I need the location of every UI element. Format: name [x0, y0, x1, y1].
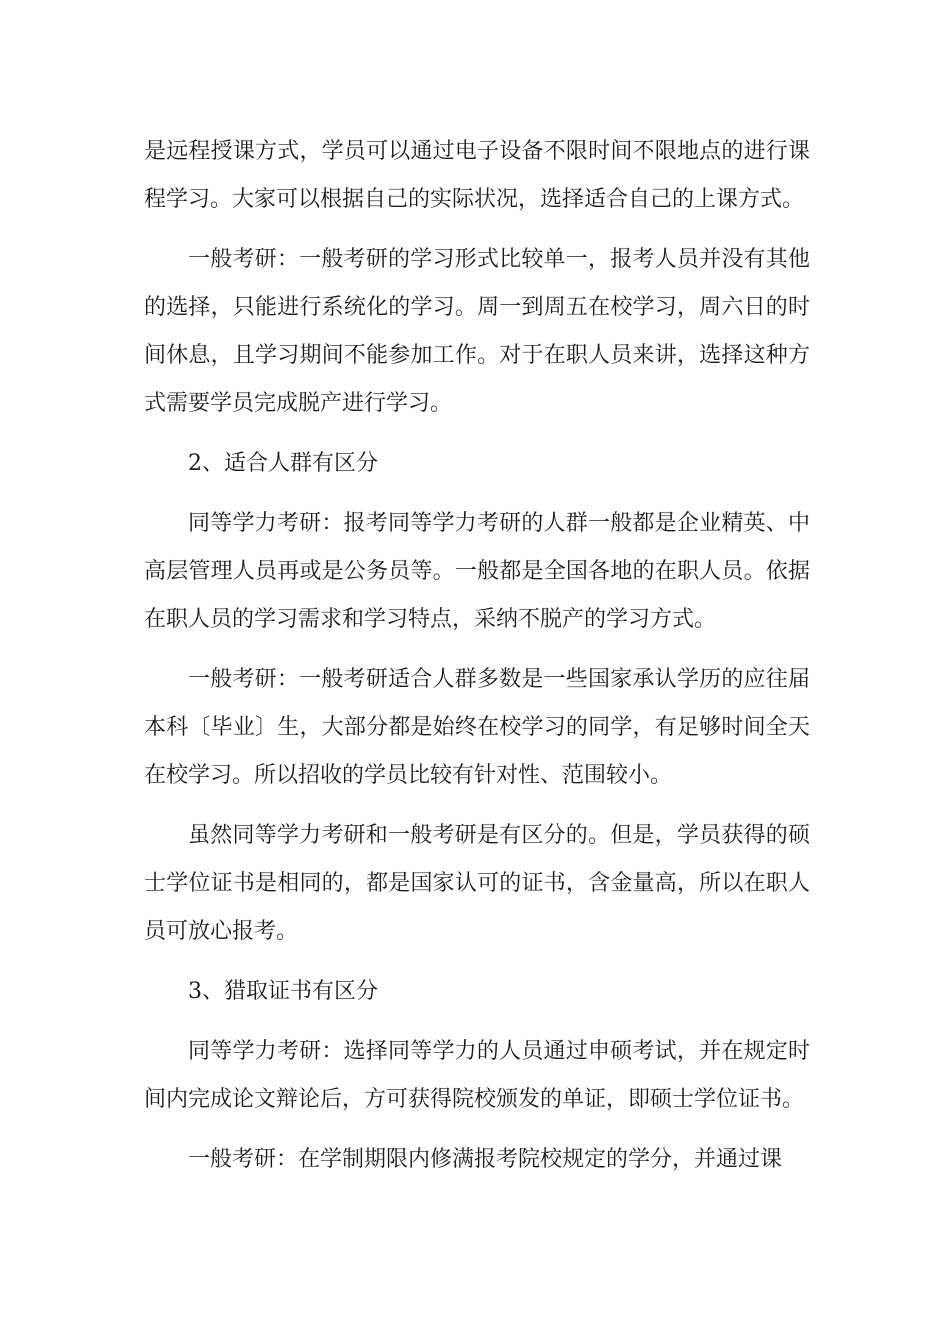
section-heading-2: 2、适合人群有区分	[188, 451, 378, 476]
paragraph-equivalent-audience: 同等学力考研：报考同等学力考研的人群一般都是企业精英、中高层管理人员再或是公务员等。一般都是全国各地的在职人员。依据在职人员的学习需求和学习特点，采纳不脱产的学习方式。	[144, 511, 810, 632]
paragraph-general-exam-format: 一般考研：一般考研的学习形式比较单一，报考人员并没有其他的选择，只能进行系统化的学习。周一到周五在校学习，周六日的时间休息，且学习期间不能参加工作。对于在职人员来讲，选择这种方式需要学员完成脱产进行学习。	[144, 247, 810, 416]
document-body	[144, 128, 810, 1196]
paragraph-continuation: 是远程授课方式，学员可以通过电子设备不限时间不限地点的进行课程学习。大家可以根据自己的实际状况，选择适合自己的上课方式。	[144, 139, 810, 212]
paragraph-equivalent-certificate: 同等学力考研：选择同等学力的人员通过申硕考试，并在规定时间内完成论文辩论后，方可获得院校颁发的单证，即硕士学位证书。	[144, 1039, 810, 1112]
section-heading-3: 3、猎取证书有区分	[188, 979, 378, 1004]
paragraph-general-audience: 一般考研：一般考研适合人群多数是一些国家承认学历的应往届本科〔毕业〕生，大部分都是始终在校学习的同学，有足够时间全天在校学习。所以招收的学员比较有针对性、范围较小。	[144, 667, 810, 788]
paragraph-general-certificate: 一般考研：在学制期限内修满报考院校规定的学分，并通过课	[188, 1147, 783, 1172]
paragraph-same-certificate: 虽然同等学力考研和一般考研是有区分的。但是，学员获得的硕士学位证书是相同的，都是国家认可的证书，含金量高，所以在职人员可放心报考。	[144, 823, 810, 944]
